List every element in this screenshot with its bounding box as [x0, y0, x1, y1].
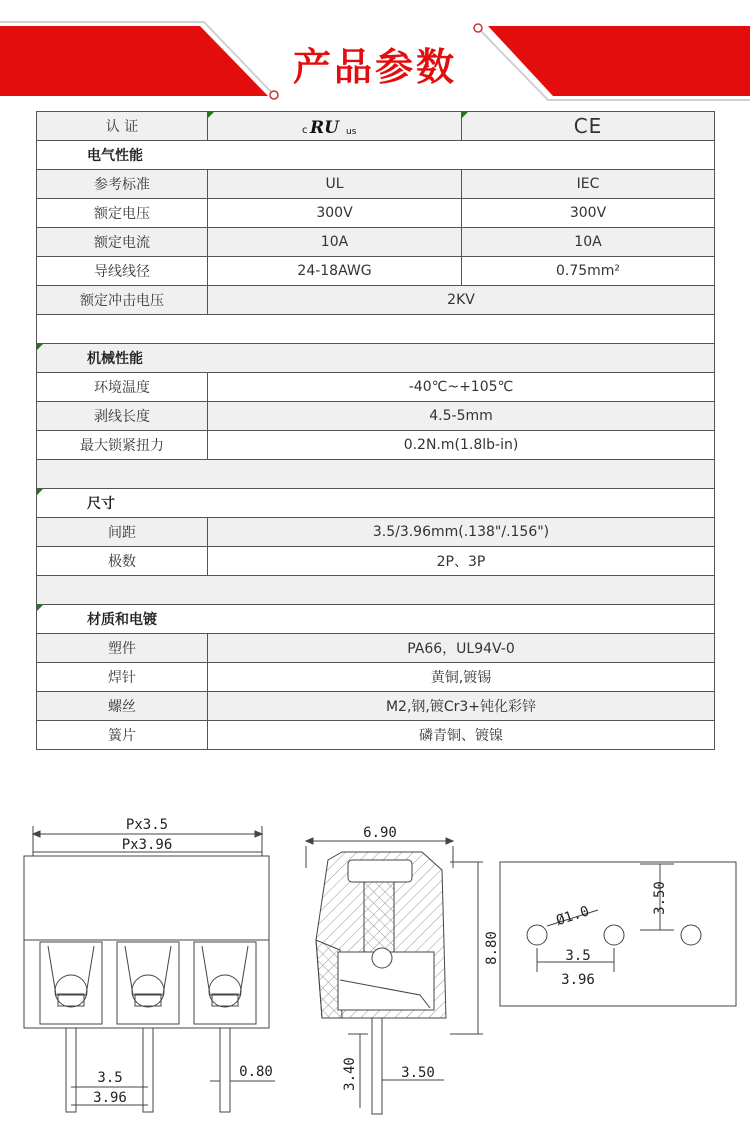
row-value-iec: 10A	[462, 228, 715, 257]
spec-table	[36, 111, 715, 750]
dim-pitch-a: Px3.5	[125, 817, 169, 833]
dim-pin-pitch-b: 3.96	[93, 1090, 127, 1106]
dim-pin-width: 0.80	[239, 1064, 273, 1080]
row-label: 环境温度	[37, 373, 208, 402]
row-value: 磷青铜、镀镍	[208, 721, 715, 750]
dim-side-offset: 3.50	[401, 1065, 435, 1081]
dim-pitch-b: Px3.96	[121, 837, 173, 853]
table-row	[37, 286, 715, 315]
row-label: 最大锁紧扭力	[37, 431, 208, 460]
section-title: 尺寸	[37, 489, 715, 518]
page-title: 产品参数	[292, 45, 457, 89]
row-label: 焊针	[37, 663, 208, 692]
front-view-drawing	[24, 826, 275, 1112]
table-row	[37, 170, 715, 199]
table-row	[37, 634, 715, 663]
row-label: 额定电流	[37, 228, 208, 257]
section-materials	[37, 605, 715, 634]
row-value: 4.5-5mm	[208, 402, 715, 431]
table-row	[37, 199, 715, 228]
technical-drawings	[0, 790, 750, 1142]
spacer-row	[37, 315, 715, 344]
dim-pcb-pitch-b: 3.96	[561, 972, 595, 988]
row-value: -40℃~+105℃	[208, 373, 715, 402]
table-row	[37, 257, 715, 286]
row-value-iec: IEC	[462, 170, 715, 199]
table-row	[37, 431, 715, 460]
section-title: 材质和电镀	[37, 605, 715, 634]
table-row	[37, 402, 715, 431]
table-row	[37, 663, 715, 692]
row-value: 2KV	[208, 286, 715, 315]
dim-side-height: 8.80	[484, 931, 500, 965]
row-label: 螺丝	[37, 692, 208, 721]
section-title: 机械性能	[37, 344, 715, 373]
row-label: 极数	[37, 547, 208, 576]
ul-mark-cell	[208, 112, 462, 141]
section-dimensions	[37, 489, 715, 518]
svg-text:RU: RU	[309, 118, 339, 137]
header-banner	[0, 0, 750, 110]
table-row	[37, 692, 715, 721]
side-view-drawing	[306, 838, 483, 1114]
section-electrical	[37, 141, 715, 170]
dim-hole-diameter: Ø1.0	[554, 903, 592, 930]
dim-pcb-row-gap: 3.50	[652, 881, 668, 915]
row-value: 黄铜,镀锡	[208, 663, 715, 692]
row-value-iec: 300V	[462, 199, 715, 228]
row-value: 3.5/3.96mm(.138"/.156")	[208, 518, 715, 547]
spacer-row	[37, 460, 715, 489]
table-row	[37, 721, 715, 750]
row-label: 剥线长度	[37, 402, 208, 431]
row-label: 间距	[37, 518, 208, 547]
row-label: 额定电压	[37, 199, 208, 228]
section-mechanical	[37, 344, 715, 373]
dim-pcb-pitch-a: 3.5	[565, 948, 591, 964]
ce-mark-cell	[462, 112, 715, 141]
row-value: PA66，UL94V-0	[208, 634, 715, 663]
table-row	[37, 228, 715, 257]
row-label: 簧片	[37, 721, 208, 750]
ce-mark: CE	[573, 114, 603, 138]
svg-text:us: us	[345, 127, 356, 137]
row-value-ul: 24-18AWG	[208, 257, 462, 286]
row-value: M2,钢,镀Cr3+钝化彩锌	[208, 692, 715, 721]
row-value-ul: 10A	[208, 228, 462, 257]
cert-row	[37, 112, 715, 141]
row-label: 参考标准	[37, 170, 208, 199]
table-row	[37, 518, 715, 547]
spacer-row	[37, 576, 715, 605]
cert-label: 认 证	[37, 112, 208, 141]
row-value: 2P、3P	[208, 547, 715, 576]
dim-side-pin-length: 3.40	[342, 1057, 358, 1091]
row-value-ul: 300V	[208, 199, 462, 228]
row-label: 额定冲击电压	[37, 286, 208, 315]
dim-pin-pitch-a: 3.5	[97, 1070, 123, 1086]
row-value-iec: 0.75mm²	[462, 257, 715, 286]
table-row	[37, 547, 715, 576]
pcb-layout-drawing	[500, 862, 736, 1006]
row-label: 塑件	[37, 634, 208, 663]
dim-side-width: 6.90	[363, 825, 397, 841]
row-value-ul: UL	[208, 170, 462, 199]
table-row	[37, 373, 715, 402]
svg-text:c: c	[301, 125, 307, 136]
section-title: 电气性能	[37, 141, 715, 170]
row-value: 0.2N.m(1.8lb-in)	[208, 431, 715, 460]
row-label: 导线线径	[37, 257, 208, 286]
ul-mark-icon	[300, 115, 370, 137]
